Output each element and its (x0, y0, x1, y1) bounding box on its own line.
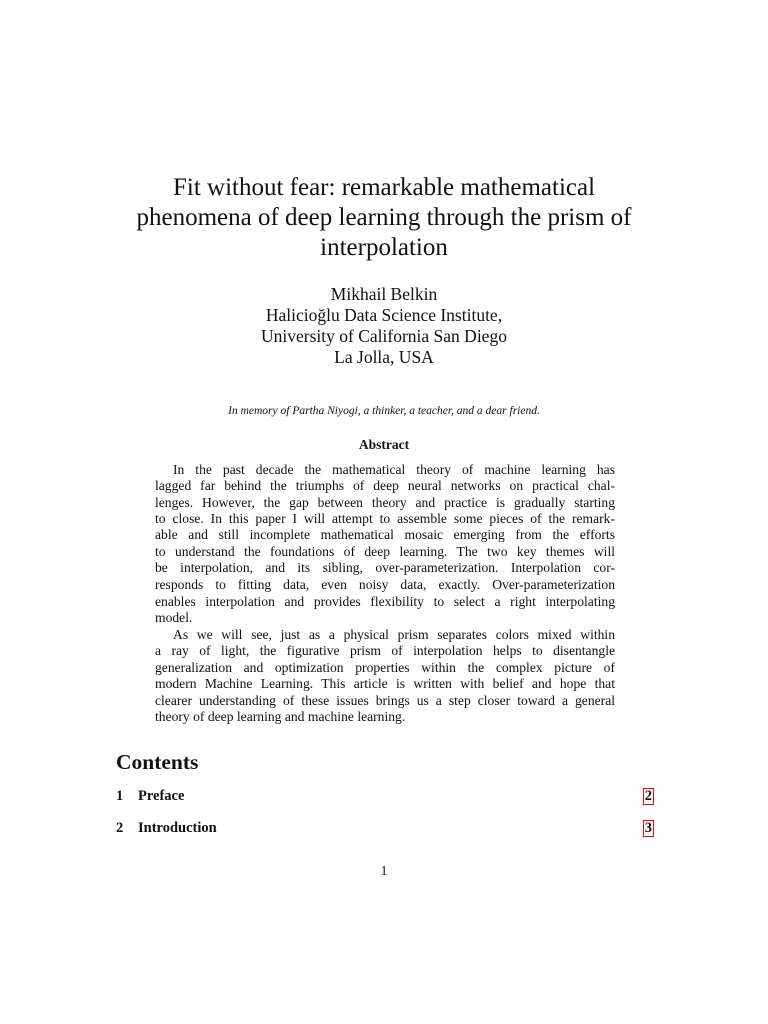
title-line: phenomena of deep learning through the prism of (136, 204, 632, 231)
abstract-line: As we will see, just as a physical prism separates colors mixed within (173, 627, 615, 642)
author-name: Mikhail Belkin (330, 284, 438, 304)
abstract-line: to close. In this paper I will attempt to assemble some pieces of the remark- (155, 511, 615, 526)
abstract-line: theory of deep learning and machine learning. (155, 709, 406, 724)
toc-page-link[interactable]: 2 (644, 788, 652, 804)
abstract-line: clearer understanding of these issues brings us a step closer toward a general (155, 693, 615, 708)
title-line: Fit without fear: remarkable mathematical (172, 174, 596, 201)
title-line: interpolation (320, 234, 448, 261)
abstract-line: model. (155, 610, 193, 625)
toc-page-link[interactable]: 3 (644, 820, 652, 836)
abstract-line: lenges. However, the gap between theory and practice is gradually starting (155, 495, 615, 510)
location: La Jolla, USA (334, 347, 434, 367)
abstract-line: responds to fitting data, even noisy data, exactly. Over-parameterization (155, 577, 615, 592)
paper-title (0, 173, 768, 263)
abstract-line: a ray of light, the figurative prism of interpolation helps to disentangle (155, 643, 615, 658)
toc-label[interactable]: Preface (138, 788, 185, 804)
abstract-line: In the past decade the mathematical theory of machine learning has (173, 462, 615, 477)
abstract-line: able and still incomplete mathematical mosaic emerging from the efforts (155, 527, 615, 542)
abstract-line: to understand the foundations of deep learning. The two key themes will (155, 544, 615, 559)
abstract-line: enables interpolation and provides flexibility to select a right interpolating (155, 594, 615, 609)
toc-entry-preface[interactable] (116, 788, 654, 805)
affiliation: Halicioğlu Data Science Institute, (265, 305, 503, 325)
abstract-line: be interpolation, and its sibling, over-parameterization. Interpolation cor- (155, 560, 615, 575)
dedication: In memory of Partha Niyogi, a thinker, a teacher, and a dear friend. (228, 405, 540, 417)
abstract-line: lagged far behind the triumphs of deep neural networks on practical chal- (155, 478, 615, 493)
abstract-line: generalization and optimization properties within the complex picture of (155, 660, 615, 675)
toc-number: 1 (116, 788, 124, 804)
author-block (0, 284, 768, 368)
page-number: 1 (380, 863, 388, 878)
toc-entry-introduction[interactable] (116, 820, 654, 837)
contents-heading: Contents (116, 750, 199, 774)
abstract-heading: Abstract (358, 437, 410, 452)
toc-number: 2 (116, 820, 124, 836)
toc-label[interactable]: Introduction (138, 820, 217, 836)
abstract-line: modern Machine Learning. This article is written with belief and hope that (155, 676, 615, 691)
affiliation: University of California San Diego (261, 326, 507, 346)
